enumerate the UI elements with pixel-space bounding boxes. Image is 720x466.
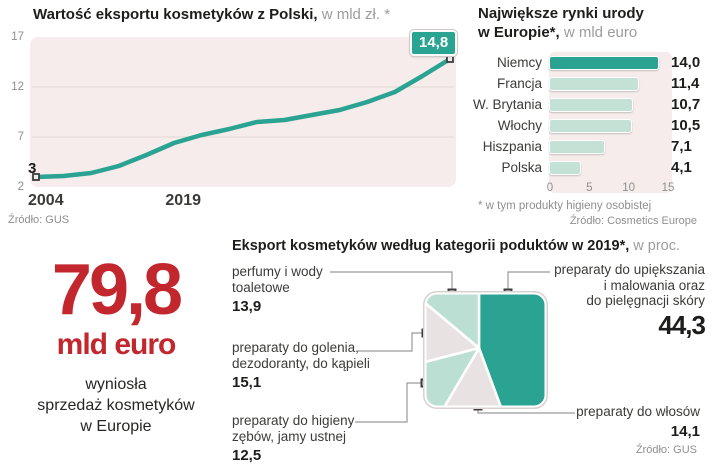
bar-chart-source: Źródło: Cosmetics Europe <box>569 215 697 227</box>
callout-value: 15,1 <box>232 374 262 392</box>
pie-slices <box>423 291 548 409</box>
bar-category-label: W. Brytania <box>472 97 542 112</box>
connector-upiekszania <box>508 272 550 290</box>
y-axis-tick: 7 <box>17 131 24 143</box>
bar <box>549 77 639 91</box>
pie-chart-title-bold: Eksport kosmetyków według kategorii poduktów w 2019*, <box>232 238 630 254</box>
bar-value: 7,1 <box>671 138 692 155</box>
callout-label: zębów, jamy ustnej <box>232 428 347 444</box>
x-axis-tick: 15 <box>661 182 675 194</box>
bar <box>549 98 633 112</box>
bar-rows <box>470 52 720 178</box>
callout-wlosy <box>576 404 700 440</box>
connector-perfumy <box>330 272 452 290</box>
bar-value: 10,5 <box>671 117 701 134</box>
bar-value: 14,0 <box>671 54 701 71</box>
pie-chart <box>423 291 548 409</box>
bar-row <box>470 52 720 73</box>
bar-chart-title-line2-bold: w Europie*, <box>478 23 560 41</box>
last-point-badge: 14,8 <box>410 30 457 56</box>
bar <box>549 56 659 70</box>
bar-track <box>549 161 667 175</box>
pie-chart-source: Źródło: GUS <box>635 444 697 456</box>
caption-line-2: sprzedaż kosmetyków <box>37 397 195 415</box>
bar-category-label: Polska <box>501 160 542 175</box>
callout-label: i malowania oraz <box>603 277 705 293</box>
callout-value: 14,1 <box>670 422 700 440</box>
bar-track <box>549 77 667 91</box>
callout-value: 12,5 <box>232 447 262 465</box>
bar-chart-x-axis <box>470 182 720 196</box>
bar-chart-title-unit: w mld euro <box>559 23 638 41</box>
caption-line-1: wyniosła <box>85 376 147 394</box>
bar-row <box>470 115 720 136</box>
bar-track <box>549 119 667 133</box>
bar-chart-title-line1: Największe rynki urody <box>478 5 644 22</box>
bar-category-label: Francja <box>496 76 542 91</box>
callout-higieny <box>232 413 354 464</box>
callout-upiekszania <box>554 262 705 340</box>
bar-chart-title <box>478 5 644 43</box>
callout-label: preparaty do włosów <box>576 404 700 419</box>
x-axis-tick: 0 <box>546 182 554 194</box>
callout-label: dezodoranty, do kąpieli <box>232 355 370 371</box>
big-number-unit: mld euro <box>56 328 176 362</box>
bar <box>549 140 605 154</box>
bar-value: 4,1 <box>671 159 692 176</box>
bar-track <box>549 140 667 154</box>
line-chart-plot <box>30 37 456 187</box>
bar-value: 10,7 <box>671 96 701 113</box>
caption-line-3: w Europie <box>80 417 152 435</box>
x-axis-tick: 5 <box>586 182 593 194</box>
plot-background <box>30 37 456 187</box>
bar <box>549 119 632 133</box>
bar-category-label: Niemcy <box>496 55 542 70</box>
pie-chart-title-unit: w proc. <box>629 238 681 254</box>
bar-row <box>470 136 720 157</box>
callout-golenia <box>232 340 370 391</box>
big-number-value: 79,8 <box>51 250 181 330</box>
y-axis-tick: 17 <box>11 31 24 43</box>
x-axis-label-start: 2004 <box>28 192 64 209</box>
callout-label: toaletowe <box>232 279 290 295</box>
x-axis-tick: 10 <box>622 182 636 194</box>
line-end-marker <box>447 56 453 62</box>
bar-track <box>549 98 667 112</box>
bar-row <box>470 157 720 178</box>
x-axis-label-end: 2019 <box>165 192 201 209</box>
callout-label: perfumy i wody <box>232 264 323 279</box>
callout-label: do pielęgnacji skóry <box>586 293 705 309</box>
bar-chart-footnote: * w tym produkty higieny osobistej <box>478 200 652 212</box>
callout-perfumy <box>232 264 323 315</box>
first-point-label: 3 <box>28 160 37 177</box>
line-chart-section <box>0 0 466 232</box>
callout-label: preparaty do golenia, <box>232 340 359 355</box>
bar-track <box>549 56 667 70</box>
bar-row <box>470 73 720 94</box>
callout-value: 44,3 <box>658 309 705 340</box>
bar-row <box>470 94 720 115</box>
big-number-caption <box>0 375 232 437</box>
bar-category-label: Hiszpania <box>482 139 542 154</box>
y-axis-tick: 2 <box>17 181 24 193</box>
pie-chart-section <box>230 232 720 466</box>
callout-label: preparaty do higieny <box>232 413 355 428</box>
bar <box>549 161 581 175</box>
bar-category-label: Włochy <box>497 118 542 133</box>
callout-label: preparaty do upiększania <box>554 262 705 277</box>
y-axis-tick: 12 <box>11 81 24 93</box>
bar-chart-section <box>470 0 720 232</box>
line-chart-title-bold: Wartość eksportu kosmetyków z Polski, <box>33 6 318 23</box>
bar-chart-title-line2 <box>478 24 644 43</box>
line-chart-title-unit: w mld zł. * <box>317 6 391 23</box>
bar-value: 11,4 <box>671 75 700 92</box>
line-chart-title <box>33 6 390 25</box>
line-chart-source: Źródło: GUS <box>8 214 70 226</box>
callout-value: 13,9 <box>232 298 262 316</box>
big-number-section <box>0 250 232 438</box>
